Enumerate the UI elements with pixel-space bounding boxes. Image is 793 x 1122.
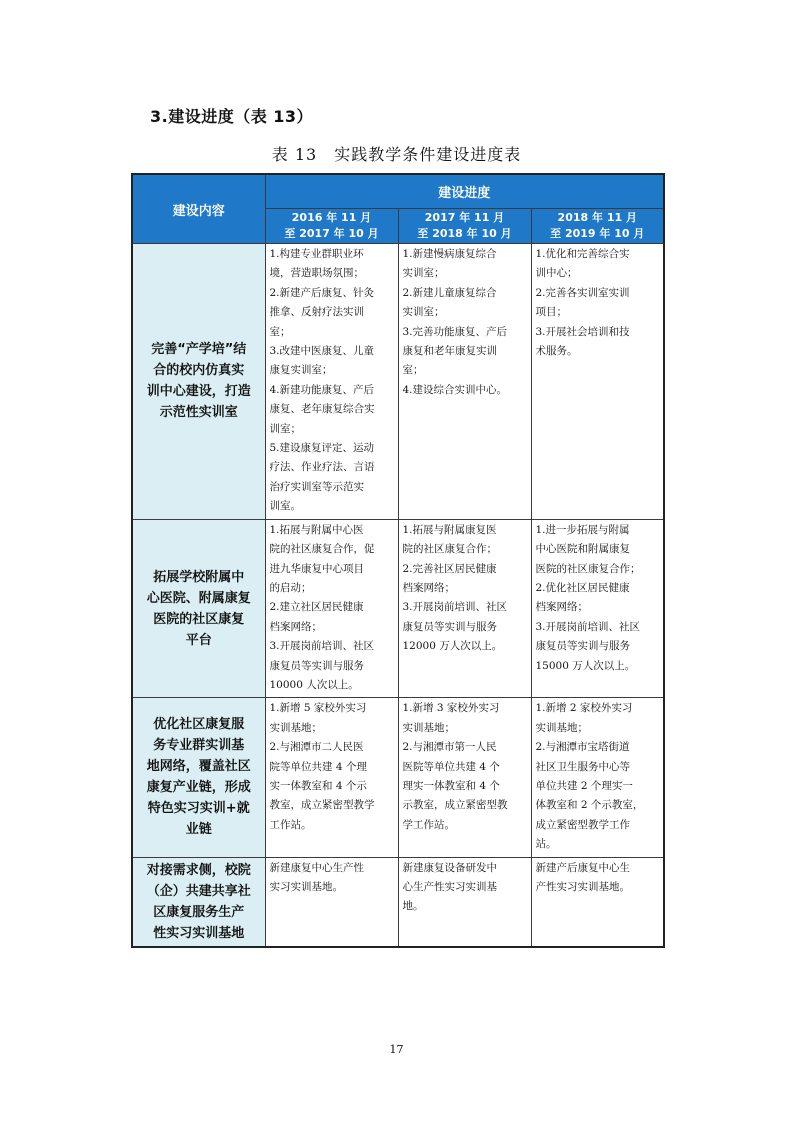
progress-item-line: 5.建设康复评定、运动: [269, 442, 375, 455]
table-caption: 表 13 实践教学条件建设进度表: [271, 145, 522, 164]
progress-item-line: 2.优化社区居民健康: [535, 581, 630, 594]
progress-item-line: 3.开展岗前培训、社区: [269, 640, 375, 653]
progress-item-line: 理实一体教室和 4 个: [402, 779, 500, 792]
progress-item-line: 推拿、反射疗法实训: [269, 306, 364, 319]
progress-item-line: 医院的社区康复合作；: [535, 562, 641, 575]
progress-cell-period-3: [531, 519, 664, 698]
progress-cell-period-2: [398, 244, 531, 520]
period-1-end: 至 2017 年 10 月: [284, 227, 379, 240]
page-number: 17: [389, 1043, 404, 1056]
progress-cell-period-1: [265, 857, 398, 947]
section-heading: 3.建设进度（表 13）: [150, 107, 314, 126]
progress-item-line: 2.与湘潭市宝塔街道: [535, 741, 630, 754]
content-line: 训中心建设，打造: [146, 384, 251, 400]
progress-item-line: 体教室和 2 个示教室，: [535, 799, 644, 812]
progress-item-line: 1.拓展与附属中心医: [269, 523, 364, 536]
table-row: [132, 857, 664, 947]
progress-item-line: 院等单位共建 4 个理: [269, 760, 367, 773]
progress-item-line: 3.开展社会培训和技: [535, 325, 630, 338]
progress-item-line: 实一体教室和 4 个示: [269, 779, 367, 792]
progress-item-line: 站。: [535, 838, 557, 851]
content-line: 优化社区康复服: [153, 717, 245, 733]
progress-item-line: 档案网络；: [402, 581, 455, 594]
content-line: 康复产业链，形成: [146, 780, 251, 796]
progress-item-line: 2.完善各实训室实训: [535, 286, 630, 299]
progress-cell-period-3: [531, 857, 664, 947]
progress-cell-period-2: [398, 519, 531, 698]
progress-item-line: 教室，成立紧密型教学: [269, 799, 375, 812]
progress-item-line: 训室。: [269, 500, 301, 513]
progress-cell-period-1: [265, 519, 398, 698]
progress-item-line: 成立紧密型教学工作: [535, 818, 630, 831]
period-3-end: 至 2019 年 10 月: [550, 227, 645, 240]
progress-item-line: 地。: [402, 900, 424, 913]
period-2-start: 2017 年 11 月: [424, 211, 505, 224]
progress-item-line: 进九华康复中心项目: [269, 562, 364, 575]
progress-cell-period-1: [265, 698, 398, 857]
progress-item-line: 1.进一步拓展与附属: [535, 523, 630, 536]
progress-item-line: 3.完善功能康复、产后: [402, 325, 508, 338]
progress-item-line: 2.新建产后康复、针灸: [269, 286, 375, 299]
progress-item-line: 实训基地；: [535, 721, 588, 734]
table-row: [132, 519, 664, 698]
progress-item-line: 中心医院和附属康复: [535, 543, 630, 556]
progress-item-line: 1.拓展与附属康复医: [402, 523, 497, 536]
progress-item-line: 2.新建儿童康复综合: [402, 286, 497, 299]
progress-item-line: 项目；: [535, 306, 567, 319]
content-line: （企）共建共享社: [146, 883, 251, 899]
period-2-end: 至 2018 年 10 月: [417, 227, 512, 240]
progress-item-line: 心生产性实习实训基: [402, 881, 497, 893]
progress-item-line: 实训室；: [402, 306, 445, 319]
progress-item-line: 院的社区康复合作，促: [269, 543, 375, 556]
progress-item-line: 实训基地；: [402, 721, 455, 734]
header-period-2: [398, 209, 531, 244]
progress-item-line: 1.优化和完善综合实: [535, 248, 630, 260]
table-body: [132, 244, 664, 948]
progress-item-line: 1.新建慢病康复综合: [402, 248, 497, 260]
content-line: 示范性实训室: [159, 405, 238, 421]
content-line: 对接需求侧，校院: [146, 862, 251, 878]
period-1-start: 2016 年 11 月: [291, 211, 372, 224]
progress-item-line: 1.新增 2 家校外实习: [535, 702, 633, 715]
progress-item-line: 训中心；: [535, 267, 578, 280]
content-line: 平台: [185, 632, 212, 648]
progress-item-line: 康复、老年康复综合实: [269, 403, 375, 416]
progress-item-line: 12000 万人次以上。: [402, 640, 503, 653]
progress-item-line: 2.建立社区居民健康: [269, 601, 364, 614]
progress-item-line: 的启动；: [269, 581, 312, 594]
content-line: 特色实习实训+就: [147, 801, 250, 817]
progress-item-line: 康复和老年康复实训: [402, 345, 497, 358]
progress-item-line: 档案网络；: [535, 601, 588, 614]
progress-item-line: 境，营造职场氛围；: [269, 267, 364, 280]
progress-item-line: 4.新建功能康复、产后: [269, 383, 375, 396]
period-3-start: 2018 年 11 月: [557, 211, 637, 224]
progress-cell-period-2: [398, 857, 531, 947]
construction-content-cell: [132, 244, 265, 520]
progress-item-line: 3.开展岗前培训、社区: [535, 620, 641, 633]
content-line: 拓展学校附属中: [153, 569, 245, 585]
progress-item-line: 新建康复设备研发中: [402, 861, 497, 874]
content-line: 业链: [185, 822, 212, 838]
table-row: [132, 698, 664, 857]
construction-content-cell: [132, 519, 265, 698]
header-content-column: 建设内容: [132, 174, 265, 244]
progress-item-line: 学工作站。: [402, 818, 455, 831]
progress-item-line: 室；: [402, 364, 424, 377]
content-line: 合的校内仿真实: [153, 363, 245, 379]
progress-item-line: 训室；: [269, 422, 301, 435]
progress-item-line: 治疗实训室等示范实: [269, 480, 364, 493]
progress-cell-period-1: [265, 244, 398, 520]
construction-content-cell: [132, 698, 265, 857]
progress-cell-period-3: [531, 698, 664, 857]
progress-item-line: 档案网络；: [269, 620, 322, 633]
content-line: 心医院、附属康复: [146, 590, 251, 606]
progress-table: [131, 173, 665, 948]
progress-item-line: 1.新增 3 家校外实习: [402, 702, 500, 715]
content-line: 性实习实训基地: [153, 925, 245, 941]
progress-item-line: 医院等单位共建 4 个: [402, 760, 500, 773]
progress-item-line: 3.开展岗前培训、社区: [402, 601, 508, 614]
table-row: [132, 244, 664, 520]
progress-item-line: 社区卫生服务中心等: [535, 760, 630, 773]
content-line: 务专业群实训基: [153, 738, 245, 754]
progress-item-line: 康复员等实训与服务: [402, 620, 497, 633]
progress-item-line: 产性实习实训基地。: [535, 881, 630, 893]
progress-item-line: 1.新增 5 家校外实习: [269, 702, 367, 715]
progress-item-line: 4.建设综合实训中心。: [402, 383, 508, 396]
progress-item-line: 康复实训室；: [269, 364, 333, 377]
progress-item-line: 10000 人次以上。: [269, 678, 359, 691]
content-line: 地网络，覆盖社区: [146, 759, 251, 775]
progress-item-line: 术服务。: [535, 345, 578, 358]
progress-item-line: 实训基地；: [269, 721, 322, 734]
progress-item-line: 2.完善社区居民健康: [402, 562, 497, 575]
content-line: 区康复服务生产: [153, 904, 245, 920]
progress-item-line: 实训室；: [402, 267, 445, 280]
progress-item-line: 工作站。: [269, 818, 312, 831]
progress-item-line: 3.改建中医康复、儿童: [269, 345, 375, 358]
progress-item-line: 室；: [269, 325, 291, 338]
progress-item-line: 15000 万人次以上。: [535, 659, 636, 672]
construction-content-cell: [132, 857, 265, 947]
content-line: 完善“产学培”结: [151, 342, 247, 358]
progress-item-line: 2.与湘潭市第一人民: [402, 741, 497, 754]
content-line: 医院的社区康复: [153, 611, 245, 627]
header-period-3: [531, 209, 664, 244]
progress-cell-period-3: [531, 244, 664, 520]
progress-item-line: 示教室，成立紧密型教: [402, 799, 508, 812]
progress-item-line: 康复员等实训与服务: [535, 640, 630, 653]
progress-item-line: 实习实训基地。: [269, 881, 343, 893]
progress-item-line: 2.与湘潭市二人民医: [269, 741, 364, 754]
progress-item-line: 1.构建专业群职业环: [269, 248, 364, 260]
header-progress-column: 建设进度: [265, 174, 664, 209]
progress-item-line: 新建产后康复中心生: [535, 861, 630, 874]
progress-item-line: 单位共建 2 个理实一: [535, 779, 633, 792]
progress-item-line: 院的社区康复合作；: [402, 543, 497, 556]
progress-item-line: 疗法、作业疗法、言语: [269, 461, 375, 474]
progress-cell-period-2: [398, 698, 531, 857]
progress-item-line: 康复员等实训与服务: [269, 659, 364, 672]
progress-item-line: 新建康复中心生产性: [269, 861, 364, 874]
header-period-1: [265, 209, 398, 244]
